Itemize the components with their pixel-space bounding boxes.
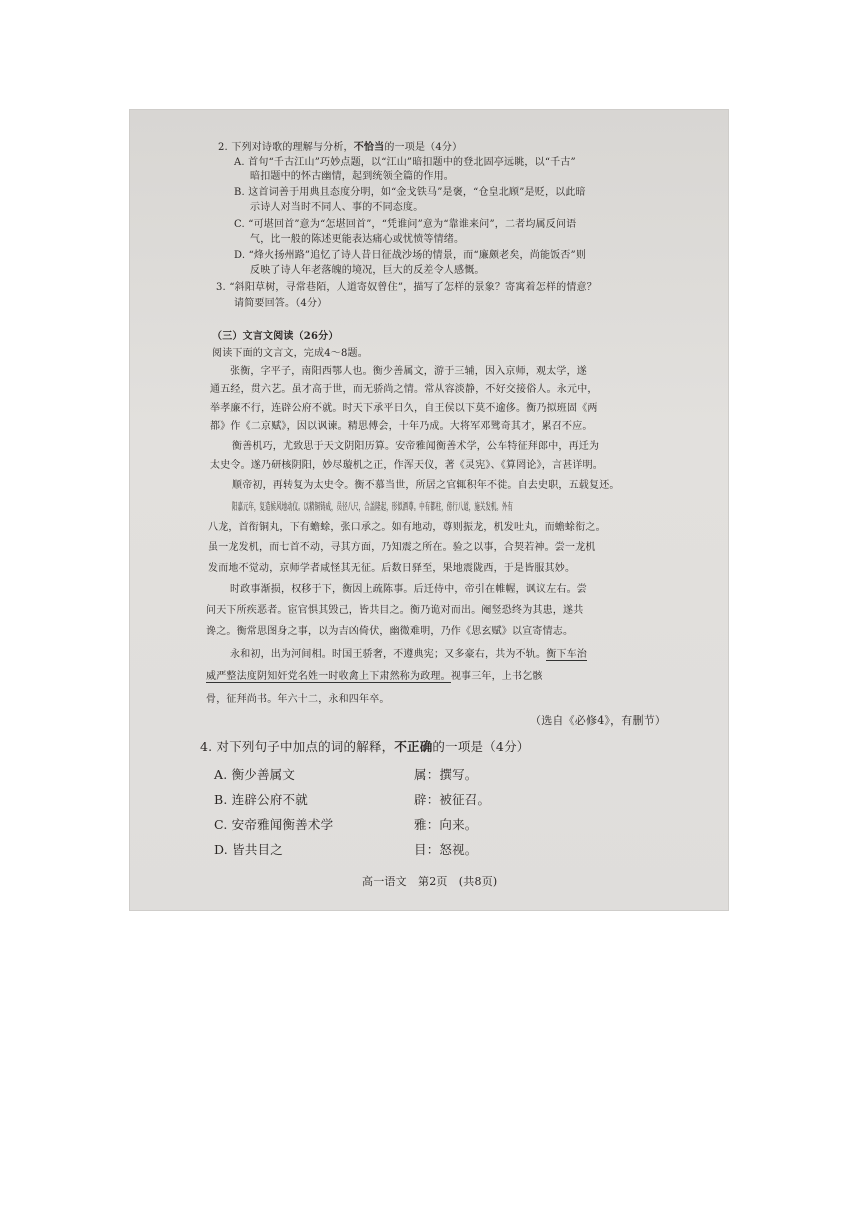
q2-option-d: D. “烽火扬州路”追忆了诗人昔日征战沙场的情景，而“廉颇老矣，尚能饭否”则 — [234, 250, 587, 261]
section-instruction: 阅读下面的文言文，完成4～8题。 — [212, 348, 368, 359]
q2-option-c-cont: 气，比一般的陈述更能表达痛心或忧愤等情绪。 — [250, 234, 465, 245]
q4-option-d: D. 皆共目之 — [214, 842, 283, 857]
q4-gloss-b: 辟：被征召。 — [414, 792, 491, 807]
q4-option-a: A. 衡少善属文 — [214, 767, 296, 782]
section-title: （三）文言文阅读（26分） — [212, 331, 339, 342]
q2-option-a: A. 首句“千古江山”巧妙点题，以“江山”暗扣题中的登北固亭远眺，以“千古” — [234, 157, 576, 168]
q2-option-a-cont: 暗扣题中的怀古幽情，起到统领全篇的作用。 — [250, 171, 454, 182]
q2-option-d-cont: 反映了诗人年老落魄的境况，巨大的反差令人感慨。 — [250, 265, 485, 276]
passage-source: （选自《必修4》，有删节） — [530, 714, 667, 727]
passage-line: 顺帝初，再转复为太史令。衡不慕当世，所居之官辄积年不徙。自去史职，五载复还。 — [232, 480, 620, 491]
q4-gloss-d: 目：怒视。 — [414, 842, 478, 857]
passage-line: 衡善机巧，尤致思于天文阴阳历算。安帝雅闻衡善术学，公车特征拜郎中，再迁为 — [232, 441, 600, 452]
q4-emphasis: 不正确 — [394, 739, 433, 754]
page-footer: 高一语文 第2页 (共8页) — [362, 875, 498, 888]
q3-stem: 3. “斜阳草树，寻常巷陌，人道寄奴曾住”，描写了怎样的景象？寄寓着怎样的情意？ — [216, 282, 597, 293]
q2-option-c: C. “可堪回首”意为“怎堪回首”，“凭谁问”意为“靠谁来问”，二者均属反问语 — [234, 219, 577, 230]
passage-line: 问天下所疾恶者。宦官惧其毁己，皆共目之。衡乃诡对而出。阉竖恐终为其患，遂共 — [206, 605, 584, 616]
passage-line: 都》作《二京赋》，因以讽谏。精思傅会，十年乃成。大将军邓骘奇其才，累召不应。 — [210, 421, 593, 432]
q2-option-b: B. 这首词善于用典且态度分明，如“金戈铁马”是褒，“仓皇北顾”是贬，以此暗 — [234, 187, 586, 198]
q4-gloss-c: 雅：向来。 — [414, 817, 478, 832]
passage-line: 发而地不觉动，京师学者咸怪其无征。后数日驿至，果地震陇西，于是皆服其妙。 — [208, 563, 576, 574]
passage-line: 张衡，字平子，南阳西鄂人也。衡少善属文，游于三辅，因入京师，观太学，遂 — [230, 366, 587, 377]
passage-line: 永和初，出为河间相。时国王骄奢，不遵典宪；又多豪右，共为不轨。衡下车治 — [230, 649, 588, 660]
passage-line: 威严整法度阴知奸党名姓一时收禽上下肃然称为政理。视事三年，上书乞骸 — [206, 671, 543, 682]
passage-line: 虽一龙发机，而七首不动，寻其方面，乃知震之所在。验之以事，合契若神。尝一龙机 — [208, 542, 596, 553]
underlined-sentence: 威严整法度阴知奸党名姓一时收禽上下肃然称为政理。 — [206, 671, 451, 682]
q4-stem: 4. 对下列句子中加点的词的解释，不正确的一项是（4分） — [200, 739, 530, 754]
passage-line: 时政事渐损，权移于下，衡因上疏陈事。后迁侍中，帝引在帷幄，讽议左右。尝 — [230, 584, 587, 595]
passage-line: 谗之。衡常思图身之事，以为吉凶倚伏，幽微难明，乃作《思玄赋》以宣寄情志。 — [206, 626, 574, 637]
q4-gloss-a: 属：撰写。 — [414, 767, 478, 782]
q2-emphasis: 不恰当 — [353, 142, 385, 153]
q4-option-c: C. 安帝雅闻衡善术学 — [214, 817, 334, 832]
passage-line: 阳嘉元年，复造候风地动仪。以精铜铸成，员径八尺，合盖隆起，形似酒尊。中有都柱，傍行八道，施关发机。外有 — [232, 502, 513, 513]
q4-option-b: B. 连辟公府不就 — [214, 792, 308, 807]
passage-line: 骨，征拜尚书。年六十二，永和四年卒。 — [206, 694, 390, 705]
passage-line: 八龙，首衔铜丸，下有蟾蜍，张口承之。如有地动，尊则振龙，机发吐丸，而蟾蜍衔之。 — [208, 522, 606, 533]
exam-page — [130, 110, 728, 910]
passage-line: 举孝廉不行，连辟公府不就。时天下承平日久，自王侯以下莫不逾侈。衡乃拟班固《两 — [210, 403, 598, 414]
q3-stem-cont: 请简要回答。（4分） — [234, 298, 328, 309]
q2-stem: 2. 下列对诗歌的理解与分析，不恰当的一项是（4分） — [218, 142, 463, 153]
passage-line: 太史令。遂乃研核阴阳，妙尽璇机之正，作浑天仪，著《灵宪》、《算罔论》，言甚详明。 — [210, 460, 603, 471]
q2-option-b-cont: 示诗人对当时不同人、事的不同态度。 — [250, 202, 424, 213]
underlined-sentence: 衡下车治 — [546, 649, 588, 660]
passage-line: 通五经，贯六艺。虽才高于世，而无骄尚之情。常从容淡静，不好交接俗人。永元中， — [210, 384, 598, 395]
